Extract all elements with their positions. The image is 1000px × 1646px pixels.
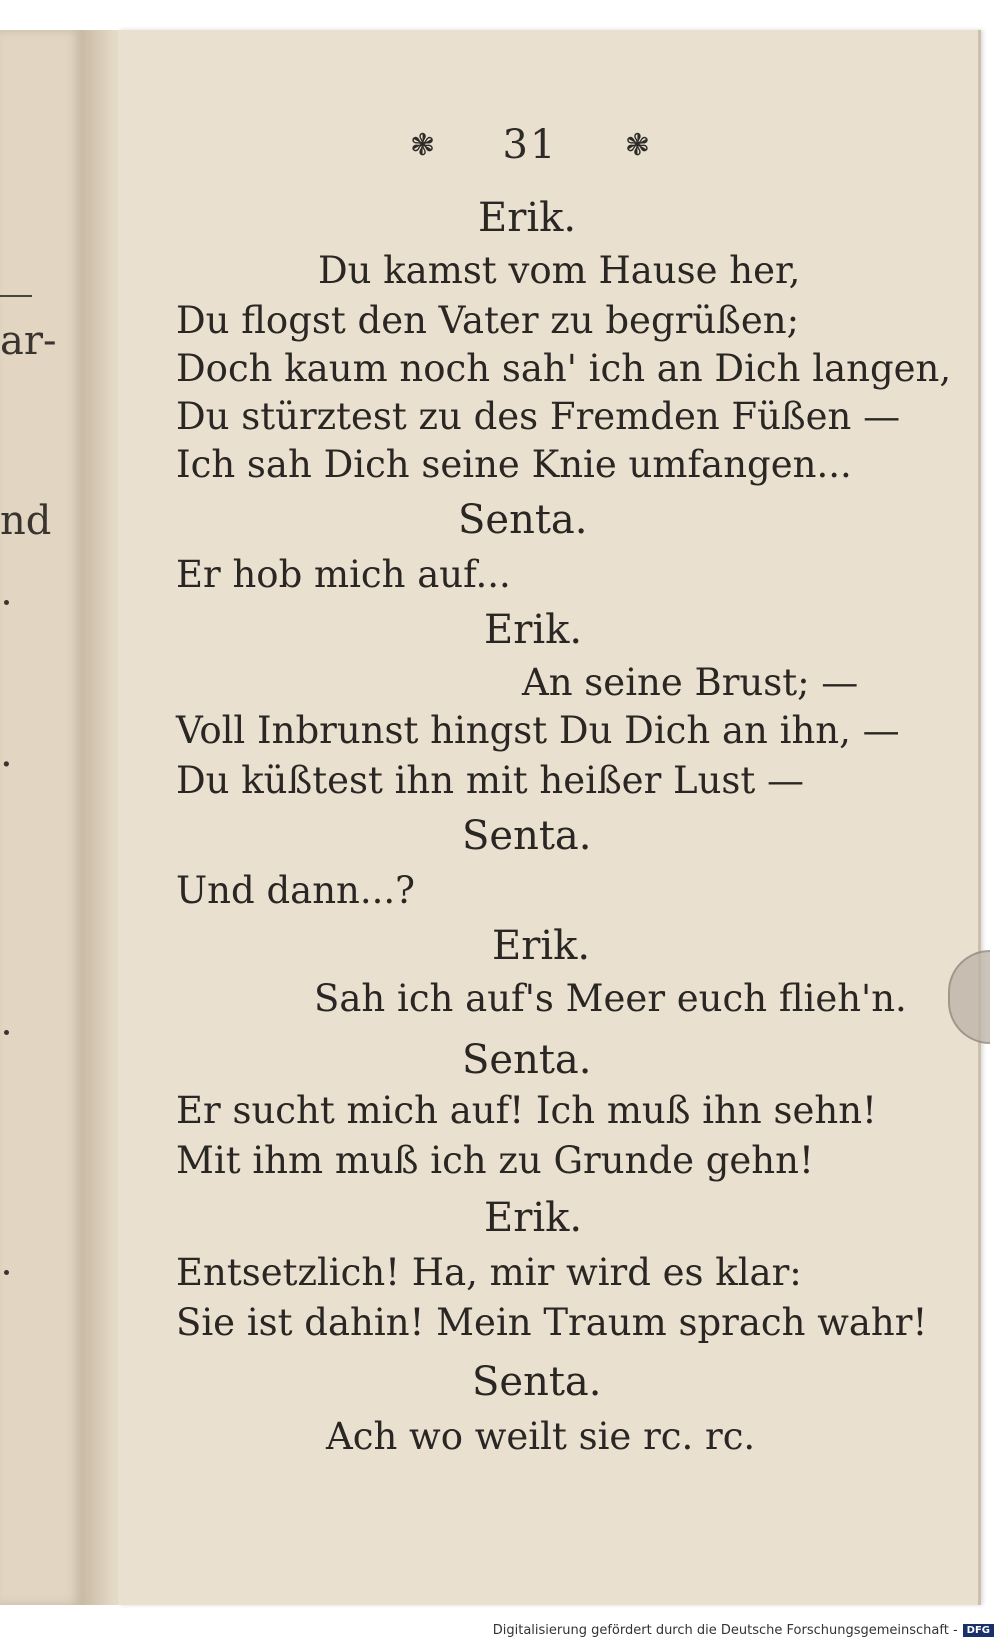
speaker-name: Erik.: [478, 195, 577, 241]
verse-line: Er hob mich auf...: [176, 553, 511, 596]
verse-line: Mit ihm muß ich zu Grunde gehn!: [176, 1139, 814, 1182]
verse-line: Du stürztest zu des Fremden Füßen —: [176, 395, 901, 438]
dfg-logo: DFG: [963, 1624, 994, 1637]
verse-line: Entsetzlich! Ha, mir wird es klar:: [176, 1251, 802, 1294]
verse-line: Doch kaum noch sah' ich an Dich langen,: [176, 347, 952, 390]
verse-line: Ach wo weilt sie rc. rc.: [326, 1415, 756, 1458]
verse-line: An seine Brust; —: [522, 661, 859, 704]
left-page-dot: [4, 600, 9, 605]
left-page-edge: [0, 30, 84, 1605]
digitization-credit: [493, 1623, 994, 1638]
speaker-name: Senta.: [462, 1037, 592, 1083]
page-header: [410, 120, 650, 170]
speaker-name: Erik.: [484, 1195, 583, 1241]
ornament-left-icon: ❃: [410, 127, 436, 163]
left-page-fragment: ar-: [0, 318, 57, 364]
speaker-name: Erik.: [492, 923, 591, 969]
ornament-right-icon: ❃: [624, 127, 650, 163]
verse-line: Er sucht mich auf! Ich muß ihn sehn!: [176, 1089, 877, 1132]
speaker-name: Senta.: [472, 1359, 602, 1405]
left-page-fragment: nd: [0, 498, 52, 544]
verse-line: Sie ist dahin! Mein Traum sprach wahr!: [176, 1301, 928, 1344]
left-page-dot: [4, 1270, 9, 1275]
speaker-name: Senta.: [458, 497, 588, 543]
verse-line: Sah ich auf's Meer euch flieh'n.: [314, 977, 907, 1020]
speaker-name: Senta.: [462, 813, 592, 859]
verse-line: Voll Inbrunst hingst Du Dich an ihn, —: [176, 709, 900, 752]
verse-line: Du flogst den Vater zu begrüßen;: [176, 299, 800, 342]
verse-line: Du küßtest ihn mit heißer Lust —: [176, 759, 805, 802]
left-page-dot: [4, 1030, 9, 1035]
speaker-name: Erik.: [484, 607, 583, 653]
left-page-rule: [0, 295, 32, 297]
credit-text: Digitalisierung gefördert durch die Deutsche Forschungsgemeinschaft -: [492, 1623, 958, 1638]
verse-line: Du kamst vom Hause her,: [318, 249, 801, 292]
verse-line: Ich sah Dich seine Knie umfangen...: [176, 443, 852, 486]
verse-line: Und dann...?: [176, 869, 415, 912]
book-gutter: [82, 30, 122, 1605]
page-number: 31: [502, 122, 558, 168]
left-page-fragment: .: [0, 730, 13, 776]
